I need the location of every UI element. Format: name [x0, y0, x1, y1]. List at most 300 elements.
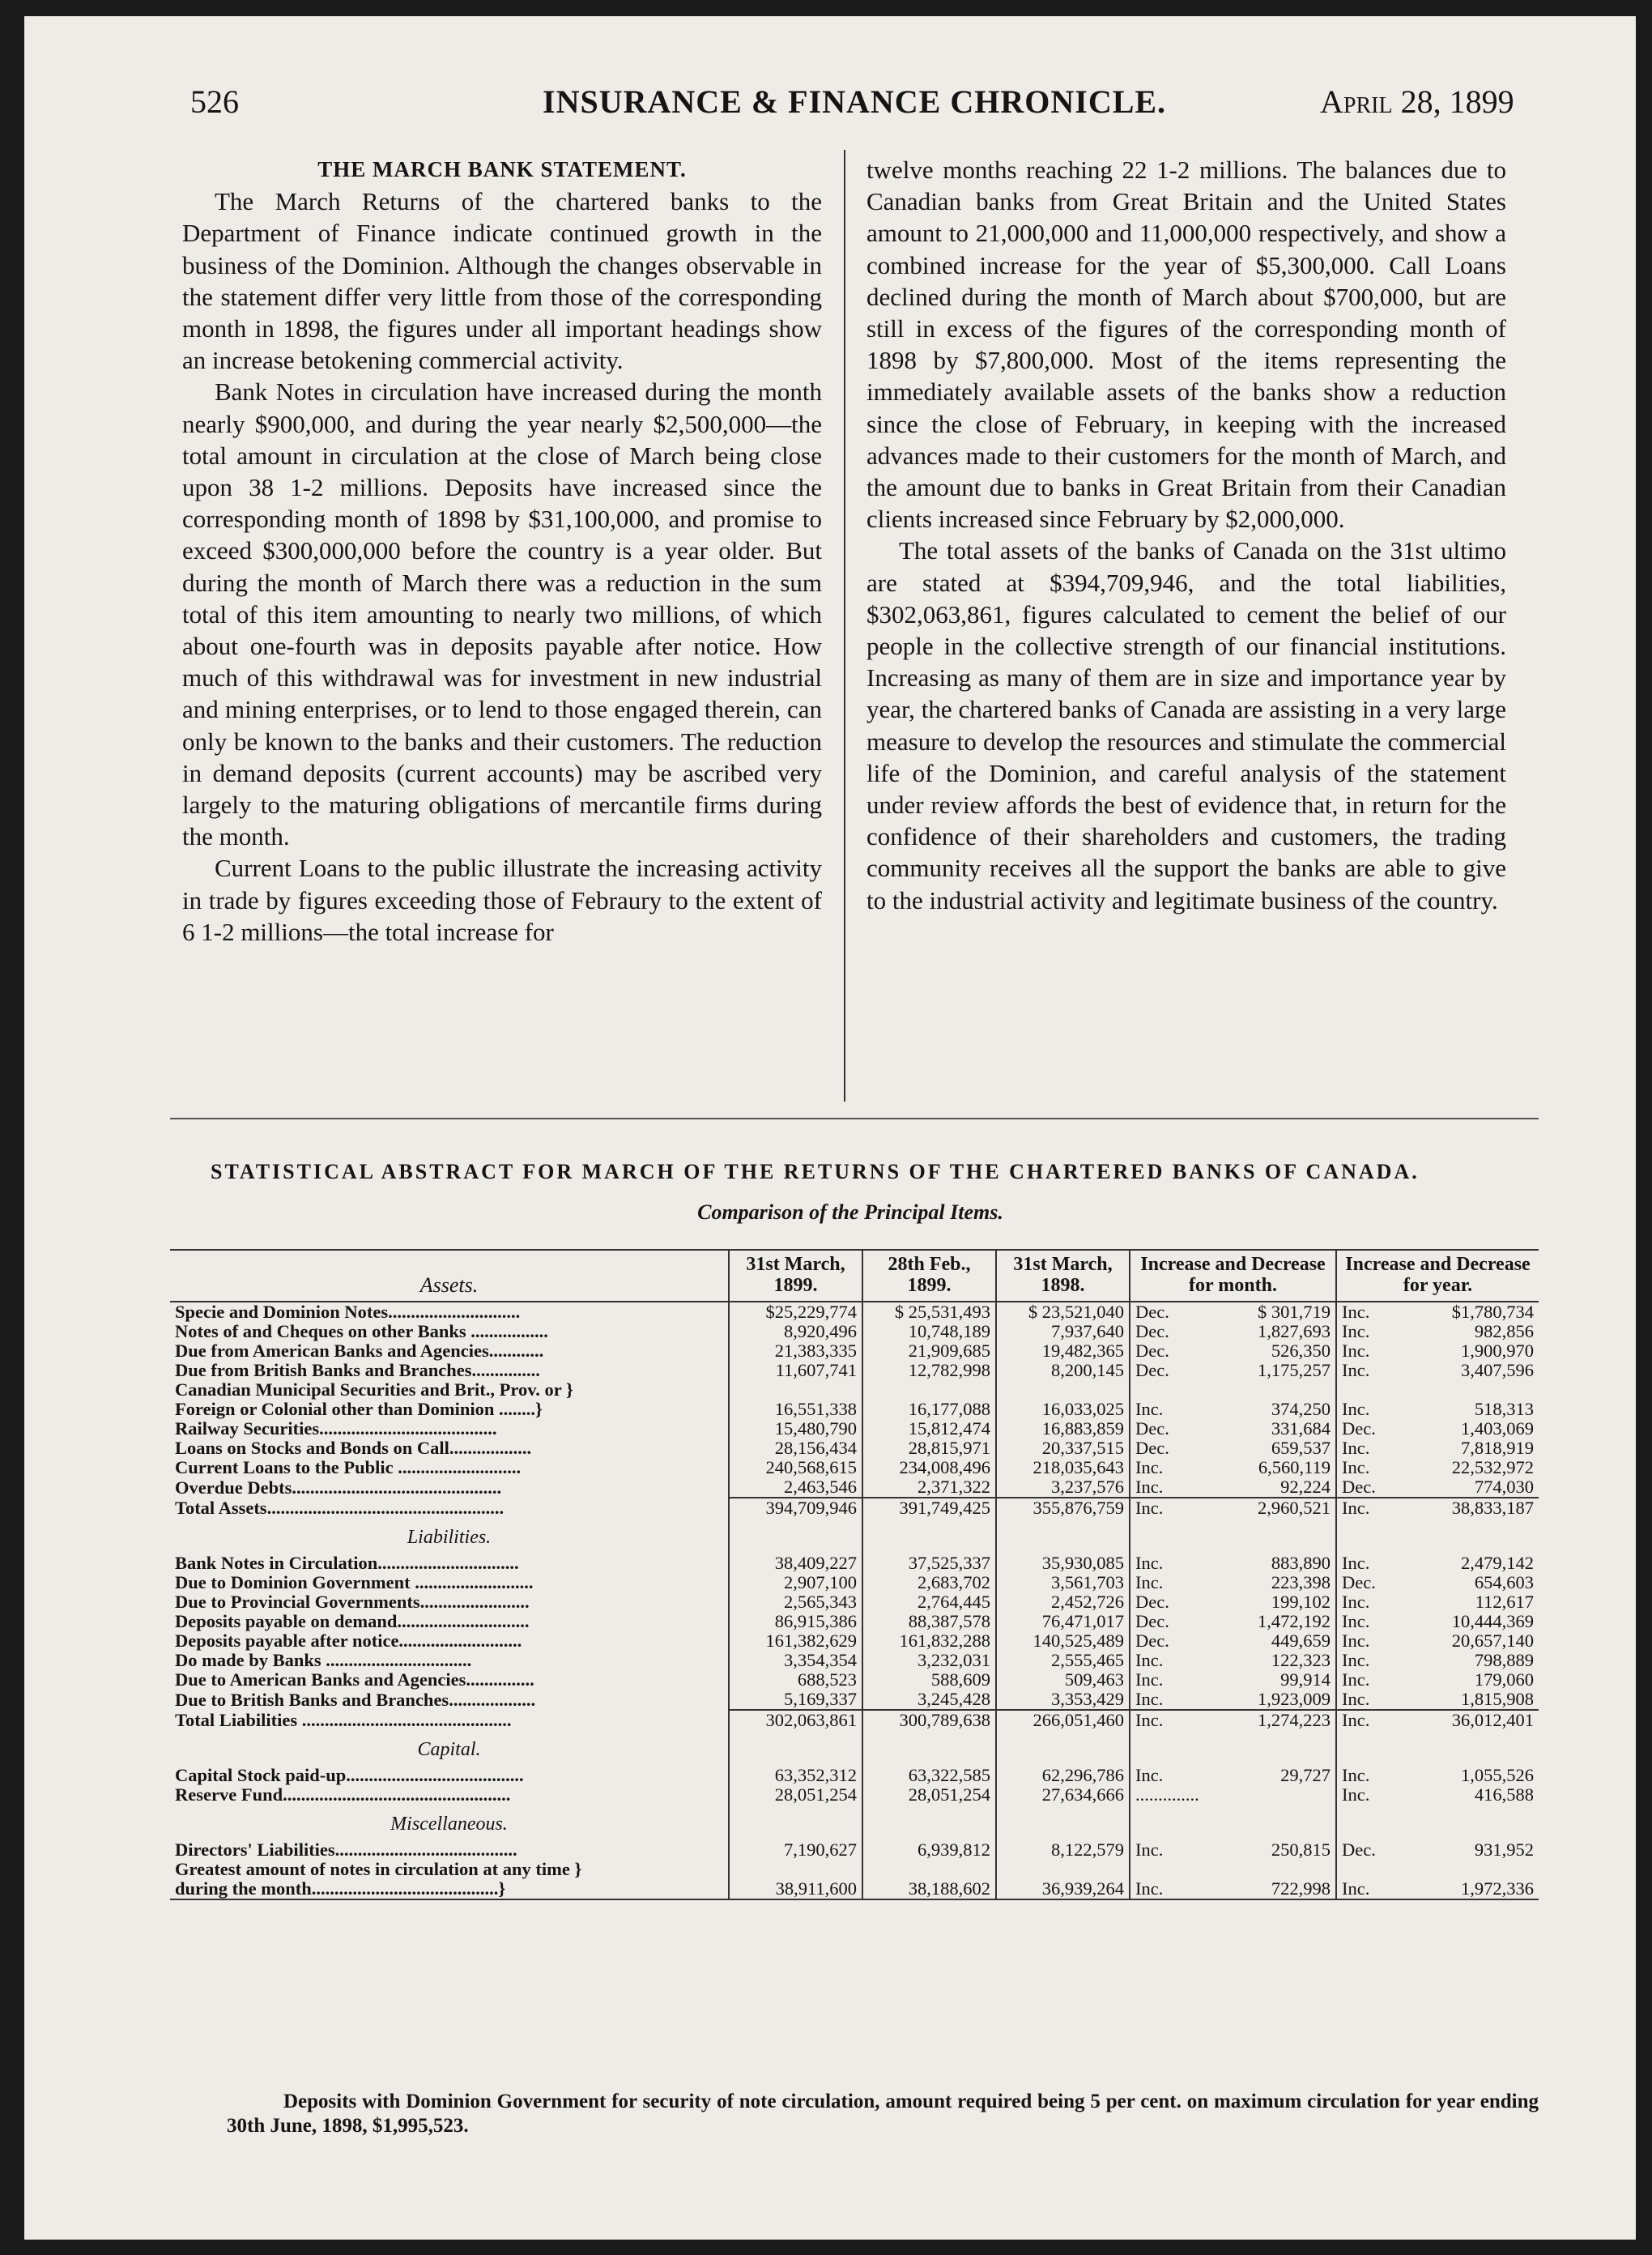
value-march-1899: 688,523: [729, 1670, 862, 1690]
row-label: Loans on Stocks and Bonds on Call..................: [175, 1439, 532, 1458]
row-label: Reserve Fund..................................................: [175, 1785, 511, 1805]
row-label: during the month.........................................}: [170, 1879, 729, 1899]
value-march-1898: 509,463: [996, 1670, 1130, 1690]
row-label: Current Loans to the Public ...........................: [175, 1458, 522, 1477]
change-amount: 883,890: [1271, 1553, 1331, 1573]
article-title: THE MARCH BANK STATEMENT.: [317, 157, 687, 181]
change-year: [1336, 1573, 1539, 1592]
change-amount: 774,030: [1474, 1477, 1534, 1497]
change-direction: Inc.: [1342, 1399, 1370, 1419]
table-row: [170, 1400, 1539, 1419]
change-direction: Dec.: [1342, 1839, 1376, 1860]
article-left-column: [182, 154, 822, 948]
section-divider: [170, 1118, 1539, 1119]
value-march-1899: 3,354,354: [729, 1651, 862, 1670]
change-direction: Inc.: [1135, 1878, 1164, 1899]
change-year: [1336, 1879, 1539, 1899]
change-year: [1336, 1439, 1539, 1458]
value-feb-1899: 6,939,812: [862, 1840, 996, 1860]
row-label: Due from British Banks and Branches...............: [175, 1361, 540, 1380]
change-month: [1130, 1879, 1336, 1899]
value-march-1898: 19,482,365: [996, 1341, 1130, 1361]
change-amount: 29,727: [1280, 1765, 1331, 1785]
table-row: [170, 1554, 1539, 1573]
change-amount: 1,815,908: [1461, 1689, 1534, 1709]
change-direction: Inc.: [1342, 1878, 1370, 1899]
change-direction: Dec.: [1342, 1477, 1376, 1497]
change-amount: 99,914: [1280, 1669, 1331, 1690]
table-header-row: [170, 1250, 1539, 1302]
row-label: Canadian Municipal Securities and Brit., Prov. or }: [175, 1380, 573, 1400]
change-month: [1130, 1785, 1336, 1805]
change-year: [1336, 1341, 1539, 1361]
change-year: [1336, 1710, 1539, 1730]
value-feb-1899: 12,782,998: [862, 1361, 996, 1380]
change-amount: 1,900,970: [1461, 1341, 1534, 1361]
change-direction: Inc.: [1342, 1592, 1370, 1612]
change-direction: Dec.: [1135, 1611, 1169, 1631]
value-march-1898: 16,033,025: [996, 1400, 1130, 1419]
table-row: [170, 1302, 1539, 1322]
change-amount: 112,617: [1475, 1592, 1534, 1612]
change-year: [1336, 1651, 1539, 1670]
table-row: [170, 1341, 1539, 1361]
row-label: Due to Provincial Governments........................: [175, 1592, 530, 1612]
value-march-1898: 140,525,489: [996, 1631, 1130, 1651]
change-month: [1130, 1458, 1336, 1477]
value-march-1898: 2,555,465: [996, 1651, 1130, 1670]
table-row: [170, 1477, 1539, 1498]
change-amount: $ 301,719: [1258, 1302, 1331, 1322]
value-feb-1899: 588,609: [862, 1670, 996, 1690]
value-march-1899: 8,920,496: [729, 1322, 862, 1341]
value-march-1898: 8,200,145: [996, 1361, 1130, 1380]
row-label: Due from American Banks and Agencies............: [175, 1341, 544, 1361]
table-row: [170, 1612, 1539, 1631]
change-direction: Inc.: [1135, 1765, 1164, 1785]
change-amount: 2,479,142: [1461, 1553, 1534, 1573]
value-feb-1899: 63,322,585: [862, 1766, 996, 1785]
value-feb-1899: 2,683,702: [862, 1573, 996, 1592]
change-year: [1336, 1477, 1539, 1498]
row-label: Specie and Dominion Notes.............................: [175, 1302, 521, 1322]
value-march-1898: 36,939,264: [996, 1879, 1130, 1899]
change-amount: 1,175,257: [1258, 1360, 1331, 1380]
value-march-1898: 2,452,726: [996, 1592, 1130, 1612]
article-paragraph: The total assets of the banks of Canada on the 31st ultimo are stated at $394,709,946, and the total liabilities, $302,063,861, figures calculated to cement the belief of our people in the collective strength of our financial institutions. Increasing as many of them are in size and importance year by year, the chartered banks of Canada are assisting in a very large measure to develop the resources and stimulate the commercial life of the Dominion, and careful analysis of the statement under review affords the best of evidence that, in return for the confidence of their shareholders and customers, the trading community receives all the support the banks are able to give to the industrial activity and legitimate business of the country.: [866, 536, 1506, 914]
table-row: [170, 1860, 1539, 1879]
change-amount: 1,972,336: [1461, 1878, 1534, 1899]
change-amount: 654,603: [1474, 1572, 1534, 1592]
change-amount: 659,537: [1271, 1438, 1331, 1458]
table-row: [170, 1840, 1539, 1860]
column-header-feb-1899: 28th Feb., 1899.: [862, 1250, 996, 1302]
change-direction: Inc.: [1135, 1669, 1164, 1690]
change-direction: Inc.: [1342, 1710, 1370, 1730]
value-march-1899: $25,229,774: [729, 1302, 862, 1322]
value-march-1898: $ 23,521,040: [996, 1302, 1130, 1322]
value-march-1898: 3,353,429: [996, 1690, 1130, 1710]
change-month: [1130, 1419, 1336, 1439]
change-amount: 374,250: [1271, 1399, 1331, 1419]
change-direction: Dec.: [1135, 1438, 1169, 1458]
change-direction: Inc.: [1135, 1839, 1164, 1860]
change-year: [1336, 1400, 1539, 1419]
value-march-1899: 2,907,100: [729, 1573, 862, 1592]
change-direction: Inc.: [1342, 1784, 1370, 1805]
value-feb-1899: 38,188,602: [862, 1879, 996, 1899]
value-feb-1899: [862, 1380, 996, 1400]
row-label: Foreign or Colonial other than Dominion ........}: [175, 1400, 543, 1419]
change-year: [1336, 1785, 1539, 1805]
change-amount: 1,403,069: [1461, 1418, 1534, 1439]
table-row: [170, 1419, 1539, 1439]
empty-cell: [1336, 1518, 1539, 1554]
change-amount: 38,833,187: [1451, 1498, 1534, 1518]
change-direction: Inc.: [1342, 1360, 1370, 1380]
change-direction: Inc.: [1342, 1650, 1370, 1670]
section-heading-row: [170, 1805, 1539, 1840]
column-header-march-1898: 31st March, 1898.: [996, 1250, 1130, 1302]
table-row: [170, 1573, 1539, 1592]
value-feb-1899: 300,789,638: [862, 1710, 996, 1730]
row-label: Total Liabilities ..............................................: [175, 1710, 512, 1730]
value-march-1899: 2,565,343: [729, 1592, 862, 1612]
change-month: [1130, 1400, 1336, 1419]
value-march-1898: 35,930,085: [996, 1554, 1130, 1573]
value-march-1899: 7,190,627: [729, 1840, 862, 1860]
change-year: [1336, 1302, 1539, 1322]
change-direction: Dec.: [1135, 1418, 1169, 1439]
change-amount: 122,323: [1271, 1650, 1331, 1670]
change-amount: 416,588: [1474, 1784, 1534, 1805]
table-row: [170, 1710, 1539, 1730]
value-march-1899: [729, 1380, 862, 1400]
change-month: [1130, 1380, 1336, 1400]
value-march-1899: 28,156,434: [729, 1439, 862, 1458]
empty-cell: [1130, 1730, 1336, 1766]
table-row: [170, 1439, 1539, 1458]
change-month: [1130, 1612, 1336, 1631]
value-march-1898: 76,471,017: [996, 1612, 1130, 1631]
change-month: [1130, 1477, 1336, 1498]
issue-date: April 28, 1899: [1320, 83, 1514, 120]
footnote: Deposits with Dominion Government for security of note circulation, amount required being 5 per cent. on maximum circulation for year ending 30th June, 1898, $1,995,523.: [227, 2091, 1539, 2137]
change-direction: Inc.: [1342, 1553, 1370, 1573]
change-year: [1336, 1592, 1539, 1612]
value-march-1899: 15,480,790: [729, 1419, 862, 1439]
empty-cell: [996, 1518, 1130, 1554]
change-direction: Inc.: [1342, 1765, 1370, 1785]
change-year: [1336, 1670, 1539, 1690]
value-feb-1899: 21,909,685: [862, 1341, 996, 1361]
table-row: [170, 1879, 1539, 1899]
change-direction: Dec.: [1342, 1572, 1376, 1592]
value-march-1898: 20,337,515: [996, 1439, 1130, 1458]
article-paragraph: Current Loans to the public illustrate the increasing activity in trade by figures exceeding those of Febraury to the extent of 6 1-2 millions—the total increase for: [182, 854, 822, 946]
value-march-1898: 3,561,703: [996, 1573, 1130, 1592]
table-row: [170, 1651, 1539, 1670]
value-feb-1899: 28,815,971: [862, 1439, 996, 1458]
value-feb-1899: 16,177,088: [862, 1400, 996, 1419]
value-march-1899: 63,352,312: [729, 1766, 862, 1785]
change-month: [1130, 1710, 1336, 1730]
column-header-change-year: Increase and Decrease for year.: [1336, 1250, 1539, 1302]
section-heading: Capital.: [417, 1739, 481, 1760]
empty-cell: [996, 1730, 1130, 1766]
change-direction: Inc.: [1135, 1650, 1164, 1670]
change-direction: Dec.: [1135, 1341, 1169, 1361]
change-month: [1130, 1651, 1336, 1670]
value-feb-1899: 3,245,428: [862, 1690, 996, 1710]
table-row: [170, 1592, 1539, 1612]
value-march-1898: 266,051,460: [996, 1710, 1130, 1730]
change-amount: 1,274,223: [1258, 1710, 1331, 1730]
change-year: [1336, 1840, 1539, 1860]
article-paragraph: The March Returns of the chartered banks to the Department of Finance indicate continued growth in the business of the Dominion. Although the changes observable in the statement differ very little from those of the corresponding month in 1898, the figures under all important headings show an increase betokening commercial activity.: [182, 187, 822, 375]
article-paragraph: Bank Notes in circulation have increased during the month nearly $900,000, and during the year nearly $2,500,000—the total amount in circulation at the close of March being close upon 38 1-2 millions. Deposits have increased since the corresponding month of 1898 by $31,100,000, and promise to exceed $300,000,000 before the country is a year older. But during the month of March there was a reduction in the sum total of this item amounting to nearly two millions, of which about one-fourth was in deposits payable after notice. How much of this withdrawal was for investment in new industrial and mining enterprises, or to lend to those engaged therein, can only be known to the banks and their customers. The reduction in demand deposits (current accounts) may be ascribed very largely to the maturing obligations of mercantile firms during the month.: [182, 377, 822, 851]
value-march-1898: 7,937,640: [996, 1322, 1130, 1341]
change-direction: Inc.: [1135, 1457, 1164, 1477]
row-label: Notes of and Cheques on other Banks .................: [175, 1322, 548, 1341]
table-row: [170, 1380, 1539, 1400]
table-row: [170, 1766, 1539, 1785]
row-label: Railway Securities.......................................: [175, 1419, 497, 1439]
section-heading: Miscellaneous.: [390, 1814, 508, 1835]
change-year: [1336, 1631, 1539, 1651]
column-header-march-1899: 31st March, 1899.: [729, 1250, 862, 1302]
change-year: [1336, 1419, 1539, 1439]
value-march-1898: 355,876,759: [996, 1498, 1130, 1518]
value-march-1899: 394,709,946: [729, 1498, 862, 1518]
value-feb-1899: 10,748,189: [862, 1322, 996, 1341]
value-march-1899: 302,063,861: [729, 1710, 862, 1730]
row-label: Due to British Banks and Branches...................: [175, 1690, 536, 1710]
table-row: [170, 1458, 1539, 1477]
change-amount: 449,659: [1271, 1631, 1331, 1651]
value-march-1898: 16,883,859: [996, 1419, 1130, 1439]
change-direction: Dec.: [1135, 1631, 1169, 1651]
value-march-1899: [729, 1860, 862, 1879]
change-amount: 6,560,119: [1258, 1457, 1331, 1477]
change-year: [1336, 1322, 1539, 1341]
article-right-column: [866, 154, 1506, 916]
row-label: Greatest amount of notes in circulation at any time }: [175, 1860, 582, 1879]
publication-title: INSURANCE & FINANCE CHRONICLE.: [543, 83, 1167, 120]
row-label: Capital Stock paid-up.......................................: [175, 1766, 524, 1785]
newspaper-page: [24, 16, 1636, 2240]
change-direction: Dec.: [1135, 1302, 1169, 1322]
value-feb-1899: 28,051,254: [862, 1785, 996, 1805]
change-amount: 22,532,972: [1451, 1457, 1534, 1477]
column-divider: [844, 150, 845, 1102]
value-march-1898: 62,296,786: [996, 1766, 1130, 1785]
statistical-abstract-table: [170, 1249, 1539, 1900]
change-year: [1336, 1458, 1539, 1477]
value-feb-1899: 391,749,425: [862, 1498, 996, 1518]
change-year: [1336, 1690, 1539, 1710]
empty-cell: [862, 1730, 996, 1766]
empty-cell: [1130, 1518, 1336, 1554]
row-label: Due to Dominion Government ..........................: [175, 1573, 534, 1592]
value-march-1899: 240,568,615: [729, 1458, 862, 1477]
change-amount: 1,827,693: [1258, 1321, 1331, 1341]
table-row: [170, 1631, 1539, 1651]
change-amount: 199,102: [1271, 1592, 1331, 1612]
column-header-change-month: Increase and Decrease for month.: [1130, 1250, 1336, 1302]
change-month: [1130, 1670, 1336, 1690]
row-label: Overdue Debts..............................................: [175, 1477, 502, 1498]
change-amount: 798,889: [1474, 1650, 1534, 1670]
change-amount: 7,818,919: [1461, 1438, 1534, 1458]
change-direction: Inc.: [1342, 1438, 1370, 1458]
table-row: [170, 1361, 1539, 1380]
table-row: [170, 1670, 1539, 1690]
table-row: [170, 1322, 1539, 1341]
change-direction: Inc.: [1135, 1710, 1164, 1730]
table-row: [170, 1498, 1539, 1518]
empty-cell: [1130, 1805, 1336, 1840]
abstract-subtitle: Comparison of the Principal Items.: [697, 1200, 1003, 1224]
change-amount: 931,952: [1474, 1839, 1534, 1860]
section-heading: Liabilities.: [407, 1527, 492, 1548]
row-label: Due to American Banks and Agencies...............: [175, 1670, 534, 1690]
change-direction: Inc.: [1135, 1553, 1164, 1573]
change-amount: 982,856: [1474, 1321, 1534, 1341]
change-direction: Inc.: [1342, 1498, 1370, 1518]
value-march-1899: 16,551,338: [729, 1400, 862, 1419]
change-amount: 92,224: [1280, 1477, 1331, 1497]
value-march-1899: 28,051,254: [729, 1785, 862, 1805]
change-month: [1130, 1860, 1336, 1879]
value-feb-1899: 15,812,474: [862, 1419, 996, 1439]
empty-cell: [729, 1730, 862, 1766]
change-month: [1130, 1498, 1336, 1518]
value-march-1899: 38,911,600: [729, 1879, 862, 1899]
change-amount: 526,350: [1271, 1341, 1331, 1361]
change-amount: 331,684: [1271, 1418, 1331, 1439]
page-number: 526: [190, 83, 239, 120]
change-amount: 250,815: [1271, 1839, 1331, 1860]
change-month: [1130, 1573, 1336, 1592]
row-label: Directors' Liabilities........................................: [175, 1840, 517, 1860]
section-heading-row: [170, 1518, 1539, 1554]
change-direction: Inc.: [1342, 1302, 1370, 1322]
change-amount: 36,012,401: [1451, 1710, 1534, 1730]
value-feb-1899: $ 25,531,493: [862, 1302, 996, 1322]
change-year: [1336, 1860, 1539, 1879]
change-direction: Inc.: [1135, 1399, 1164, 1419]
change-amount: 2,960,521: [1258, 1498, 1331, 1518]
change-amount: 10,444,369: [1451, 1611, 1534, 1631]
value-feb-1899: 2,371,322: [862, 1477, 996, 1498]
empty-cell: [996, 1805, 1130, 1840]
value-march-1899: 2,463,546: [729, 1477, 862, 1498]
change-direction: Inc.: [1342, 1669, 1370, 1690]
change-amount: 20,657,140: [1451, 1631, 1534, 1651]
change-direction: Inc.: [1135, 1498, 1164, 1518]
row-label: Total Assets....................................................: [175, 1498, 505, 1518]
value-march-1899: 21,383,335: [729, 1341, 862, 1361]
change-amount: 3,407,596: [1461, 1360, 1534, 1380]
change-month: [1130, 1690, 1336, 1710]
change-amount: 223,398: [1271, 1572, 1331, 1592]
row-label: Bank Notes in Circulation...............................: [175, 1554, 519, 1573]
change-direction: Inc.: [1342, 1321, 1370, 1341]
column-header-assets: Assets.: [170, 1250, 729, 1302]
value-feb-1899: 3,232,031: [862, 1651, 996, 1670]
empty-cell: [729, 1518, 862, 1554]
empty-cell: [729, 1805, 862, 1840]
value-march-1899: 161,382,629: [729, 1631, 862, 1651]
change-amount: 1,923,009: [1258, 1689, 1331, 1709]
row-label: Deposits payable on demand.............................: [175, 1612, 530, 1631]
value-feb-1899: 37,525,337: [862, 1554, 996, 1573]
table-row: [170, 1785, 1539, 1805]
empty-cell: [862, 1805, 996, 1840]
value-march-1898: 218,035,643: [996, 1458, 1130, 1477]
change-month: [1130, 1840, 1336, 1860]
abstract-title: STATISTICAL ABSTRACT FOR MARCH OF THE RETURNS OF THE CHARTERED BANKS OF CANADA.: [211, 1160, 1420, 1183]
change-year: [1336, 1498, 1539, 1518]
change-year: [1336, 1361, 1539, 1380]
change-amount: 1,472,192: [1258, 1611, 1331, 1631]
value-march-1898: 8,122,579: [996, 1840, 1130, 1860]
change-amount: 518,313: [1474, 1399, 1534, 1419]
value-feb-1899: 234,008,496: [862, 1458, 996, 1477]
change-month: [1130, 1766, 1336, 1785]
value-feb-1899: 88,387,578: [862, 1612, 996, 1631]
value-feb-1899: 161,832,288: [862, 1631, 996, 1651]
change-direction: Inc.: [1135, 1689, 1164, 1709]
table-row: [170, 1690, 1539, 1710]
change-direction: Dec.: [1135, 1592, 1169, 1612]
change-amount: 722,998: [1271, 1878, 1331, 1899]
value-march-1898: 3,237,576: [996, 1477, 1130, 1498]
change-direction: Dec.: [1342, 1418, 1376, 1439]
value-march-1899: 5,169,337: [729, 1690, 862, 1710]
change-direction: Inc.: [1342, 1611, 1370, 1631]
change-year: [1336, 1612, 1539, 1631]
change-direction: Inc.: [1342, 1457, 1370, 1477]
change-amount: 1,055,526: [1461, 1765, 1534, 1785]
change-direction: ..............: [1135, 1784, 1199, 1805]
change-direction: Inc.: [1342, 1341, 1370, 1361]
change-direction: Dec.: [1135, 1360, 1169, 1380]
row-label: Do made by Banks ................................: [175, 1651, 472, 1670]
section-heading-row: [170, 1730, 1539, 1766]
change-month: [1130, 1302, 1336, 1322]
change-month: [1130, 1592, 1336, 1612]
change-amount: 179,060: [1474, 1669, 1534, 1690]
change-direction: Inc.: [1342, 1631, 1370, 1651]
change-direction: Inc.: [1135, 1572, 1164, 1592]
change-month: [1130, 1631, 1336, 1651]
value-march-1898: [996, 1380, 1130, 1400]
value-feb-1899: 2,764,445: [862, 1592, 996, 1612]
change-direction: Inc.: [1135, 1477, 1164, 1497]
value-march-1898: [996, 1860, 1130, 1879]
change-month: [1130, 1554, 1336, 1573]
change-year: [1336, 1380, 1539, 1400]
change-amount: $1,780,734: [1451, 1302, 1534, 1322]
change-direction: Dec.: [1135, 1321, 1169, 1341]
change-month: [1130, 1341, 1336, 1361]
value-march-1899: 86,915,386: [729, 1612, 862, 1631]
change-year: [1336, 1554, 1539, 1573]
change-year: [1336, 1766, 1539, 1785]
empty-cell: [1336, 1805, 1539, 1840]
